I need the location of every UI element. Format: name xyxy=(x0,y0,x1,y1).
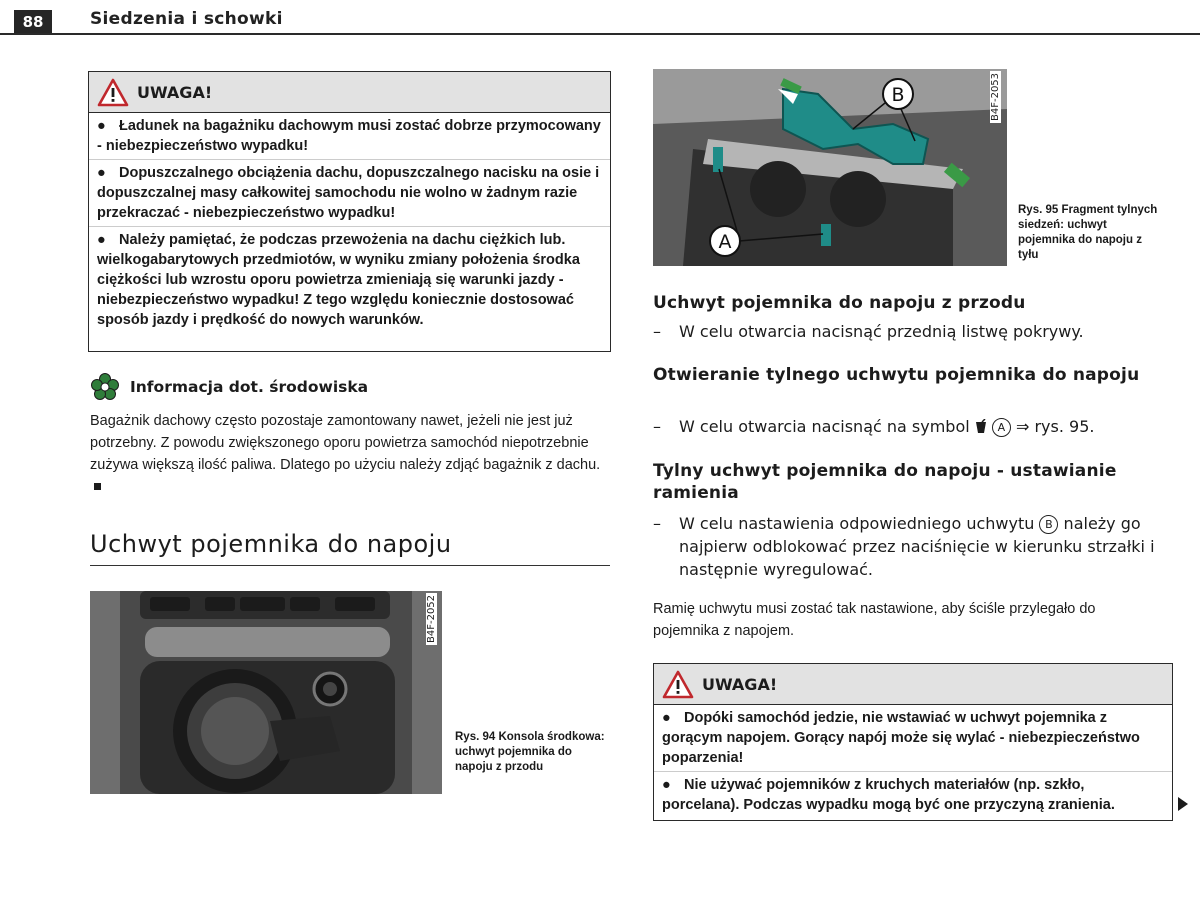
warning-item xyxy=(654,705,1172,771)
warning-item xyxy=(654,771,1172,818)
circle-letter-a: A xyxy=(992,418,1011,437)
page-number: 88 xyxy=(14,10,52,34)
environment-info-text: Bagażnik dachowy często pozostaje zamontowany nawet, jeżeli nie jest już potrzebny. Z powodu zwiększonego oporu powietrza samochód niepotrzebnie zużywa większą ilość paliwa. Dlatego po użyciu należy zdjąć bagażnik z dachu. xyxy=(90,413,601,473)
environment-info-header xyxy=(90,372,368,402)
figure-94-caption: Rys. 94 Konsola środkowa: uchwyt pojemnika do napoju z przodu xyxy=(455,731,605,773)
rear-arm-step xyxy=(653,512,1159,581)
warning-triangle-icon xyxy=(97,78,129,107)
figure-95-caption: Rys. 95 Fragment tylnych siedzeń: uchwyt pojemnika do napoju z tyłu xyxy=(1018,204,1158,261)
warning-header xyxy=(654,664,1172,705)
warning-item-text: Należy pamiętać, że podczas przewożenia na dachu ciężkich lub. wielkogabarytowych przedmiotów, w wyniku zmiany położenia środka ciężkości lub wzrostu oporu powietrza zmieniają się warunki jazdy - niebezpieczeństwo wypadku! Z tego względu koniecznie dostosować sposób jazdy i prędkość do nowych warunków. xyxy=(97,232,580,328)
bullet: ● xyxy=(97,232,106,248)
figure-94-code: B4F-2052 xyxy=(426,594,437,643)
step-dash: – xyxy=(653,417,661,436)
rear-open-step xyxy=(653,415,1179,438)
rear-arm-note: Ramię uchwytu musi zostać tak nastawione, aby ściśle przylegało do pojemnika z napojem. xyxy=(653,601,1096,639)
header-rule xyxy=(0,33,1200,35)
figure-95-label-a: A xyxy=(718,231,732,253)
warning-box-hot-drinks xyxy=(653,663,1173,821)
main-heading-rule xyxy=(90,565,610,566)
figure-95-rear-cup-holder xyxy=(653,69,1007,266)
warning-triangle-icon xyxy=(662,670,694,699)
figure-95-label-b: B xyxy=(891,84,905,106)
cup-holder-symbol-icon xyxy=(975,419,987,434)
front-cup-holder-step xyxy=(653,320,1179,343)
figure-94-console-cup-holder xyxy=(90,591,442,794)
section-title: Siedzenia i schowki xyxy=(90,9,283,29)
warning-item xyxy=(89,113,610,159)
step-dash: – xyxy=(653,322,661,341)
bullet: ● xyxy=(662,710,671,726)
bullet: ● xyxy=(97,118,106,134)
end-of-section-mark xyxy=(94,483,101,490)
warning-title: UWAGA! xyxy=(137,82,213,102)
flower-environment-icon xyxy=(90,372,120,402)
warning-item-text: Ładunek na bagażniku dachowym musi zostać dobrze przymocowany - niebezpieczeństwo wypadku! xyxy=(97,118,601,154)
warning-item xyxy=(89,226,610,333)
rear-open-step-reference: ⇒ rys. 95. xyxy=(1015,417,1095,436)
rear-arm-heading: Tylny uchwyt pojemnika do napoju - ustawianie ramienia xyxy=(653,461,1117,503)
step-dash: – xyxy=(653,514,661,533)
front-cup-holder-heading: Uchwyt pojemnika do napoju z przodu xyxy=(653,293,1026,313)
environment-info-body xyxy=(90,410,610,498)
main-heading: Uchwyt pojemnika do napoju xyxy=(90,530,452,558)
environment-info-title: Informacja dot. środowiska xyxy=(130,378,369,396)
circle-letter-b: B xyxy=(1039,515,1058,534)
continue-arrow-icon xyxy=(1178,797,1188,811)
warning-title: UWAGA! xyxy=(702,674,778,694)
warning-box-roof-rack xyxy=(88,71,611,352)
figure-95-code: B4F-2053 xyxy=(990,72,1001,121)
bullet: ● xyxy=(97,165,106,181)
rear-arm-step-continuation: należy go najpierw odblokować przez naciśnięcie w kierunku strzałki i następnie wyregulować. xyxy=(679,514,1155,579)
warning-item-text: Dopuszczalnego obciążenia dachu, dopuszczalnego nacisku na osie i dopuszczalnej masy całkowitej samochodu nie wolno w żadnym razie przekraczać - niebezpieczeństwo wypadku! xyxy=(97,165,600,221)
rear-open-step-text: W celu otwarcia nacisnąć na symbol xyxy=(679,417,970,436)
rear-open-heading: Otwieranie tylnego uchwytu pojemnika do napoju xyxy=(653,365,1140,385)
rear-arm-step-text: W celu nastawienia odpowiedniego uchwytu xyxy=(679,514,1035,533)
bullet: ● xyxy=(662,777,671,793)
warning-item-text: Dopóki samochód jedzie, nie wstawiać w uchwyt pojemnika z gorącym napojem. Gorący napój może się wylać - niebezpieczeństwo poparzenia! xyxy=(662,710,1140,766)
front-cup-holder-step-text: W celu otwarcia nacisnąć przednią listwę pokrywy. xyxy=(679,322,1084,341)
warning-item xyxy=(89,159,610,226)
warning-item-text: Nie używać pojemników z kruchych materiałów (np. szkło, porcelana). Podczas wypadku mogą być one przyczyną zranienia. xyxy=(662,777,1115,813)
warning-header xyxy=(89,72,610,113)
